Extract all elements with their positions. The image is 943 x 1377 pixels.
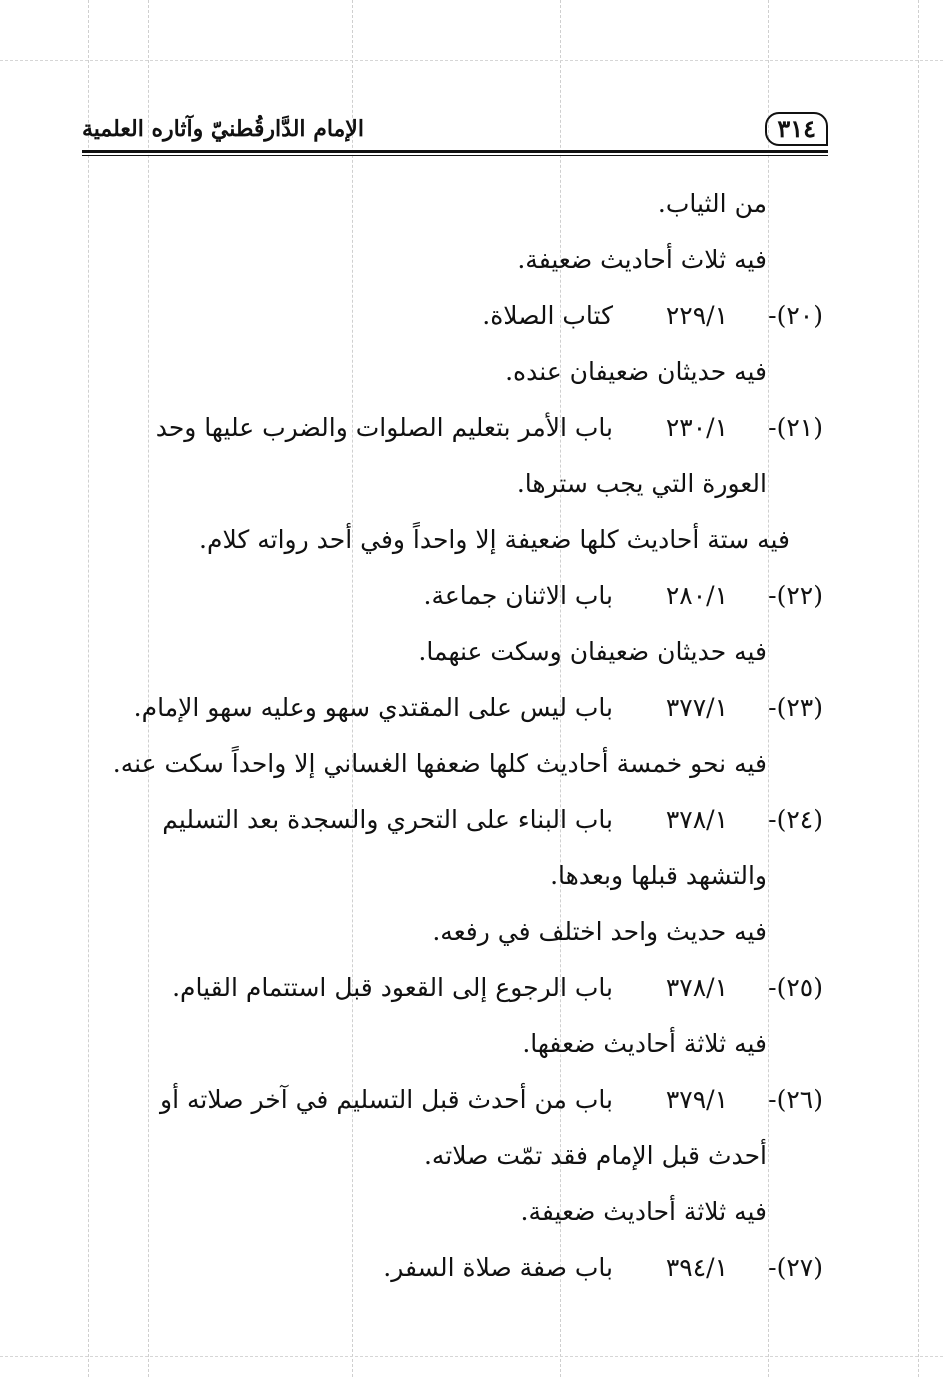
entry-title: باب البناء على التحري والسجدة بعد التسليم [162, 805, 613, 834]
text-line: أحدث قبل الإمام فقد تمّت صلاته. [423, 1141, 767, 1170]
entry-title: باب الرجوع إلى القعود قبل استتمام القيام. [172, 973, 613, 1002]
text-line: فيه ثلاثة أحاديث ضعفها. [522, 1029, 767, 1058]
scan-guide-line [918, 0, 919, 1377]
text-line: فيه نحو خمسة أحاديث كلها ضعفها الغساني إلا واحداً سكت عنه. [112, 749, 767, 778]
entry-number: (٢٢)- [768, 581, 823, 610]
entry-reference: ٣٩٤/١ [665, 1253, 728, 1282]
entry-number: (٢٥)- [768, 973, 823, 1002]
text-line: فيه حديثان ضعيفان عنده. [505, 357, 767, 386]
entry-reference: ٢٢٩/١ [665, 301, 728, 330]
entry-reference: ٣٧٩/١ [665, 1085, 728, 1114]
text-line: والتشهد قبلها وبعدها. [550, 861, 767, 890]
scan-guide-line [768, 0, 769, 1377]
scan-guide-line [0, 1356, 943, 1357]
entry-number: (٢٣)- [768, 693, 823, 722]
entry-reference: ٣٧٧/١ [665, 693, 728, 722]
page-number: ٣١٤ [765, 112, 828, 146]
entry-number: (٢٤)- [768, 805, 823, 834]
scan-guide-line [88, 0, 89, 1377]
entry-number: (٢٠)- [768, 301, 823, 330]
text-line: فيه حديث واحد اختلف في رفعه. [432, 917, 767, 946]
entry-reference: ٣٧٨/١ [665, 805, 728, 834]
entry-title: باب من أحدث قبل التسليم في آخر صلاته أو [160, 1085, 613, 1114]
running-title: الإمام الدَّارقُطنيّ وآثاره العلمية [82, 116, 364, 142]
entry-number: (٢١)- [768, 413, 823, 442]
entry-title: كتاب الصلاة. [482, 301, 613, 330]
text-line: فيه حديثان ضعيفان وسكت عنهما. [418, 637, 767, 666]
entry-reference: ٣٧٨/١ [665, 973, 728, 1002]
entry-number: (٢٦)- [768, 1085, 823, 1114]
text-line: فيه ستة أحاديث كلها ضعيفة إلا واحداً وفي أحد رواته كلام. [199, 525, 790, 554]
scan-guide-line [148, 0, 149, 1377]
entry-reference: ٢٨٠/١ [665, 581, 728, 610]
text-line: فيه ثلاث أحاديث ضعيفة. [517, 245, 767, 274]
entry-title: باب صفة صلاة السفر. [383, 1253, 613, 1282]
header-rule-thin [82, 155, 828, 156]
text-line: العورة التي يجب سترها. [516, 469, 767, 498]
entry-title: باب ليس على المقتدي سهو وعليه سهو الإمام. [133, 693, 613, 722]
text-line: فيه ثلاثة أحاديث ضعيفة. [520, 1197, 767, 1226]
entry-title: باب الأمر بتعليم الصلوات والضرب عليها وحد [155, 413, 613, 442]
entry-number: (٢٧)- [768, 1253, 823, 1282]
page-header [82, 108, 828, 148]
header-rule-thick [82, 150, 828, 153]
scan-guide-line [352, 0, 353, 1377]
scan-guide-line [0, 60, 943, 61]
entry-title: باب الاثنان جماعة. [423, 581, 613, 610]
text-line: من الثياب. [657, 189, 767, 218]
entry-reference: ٢٣٠/١ [665, 413, 728, 442]
